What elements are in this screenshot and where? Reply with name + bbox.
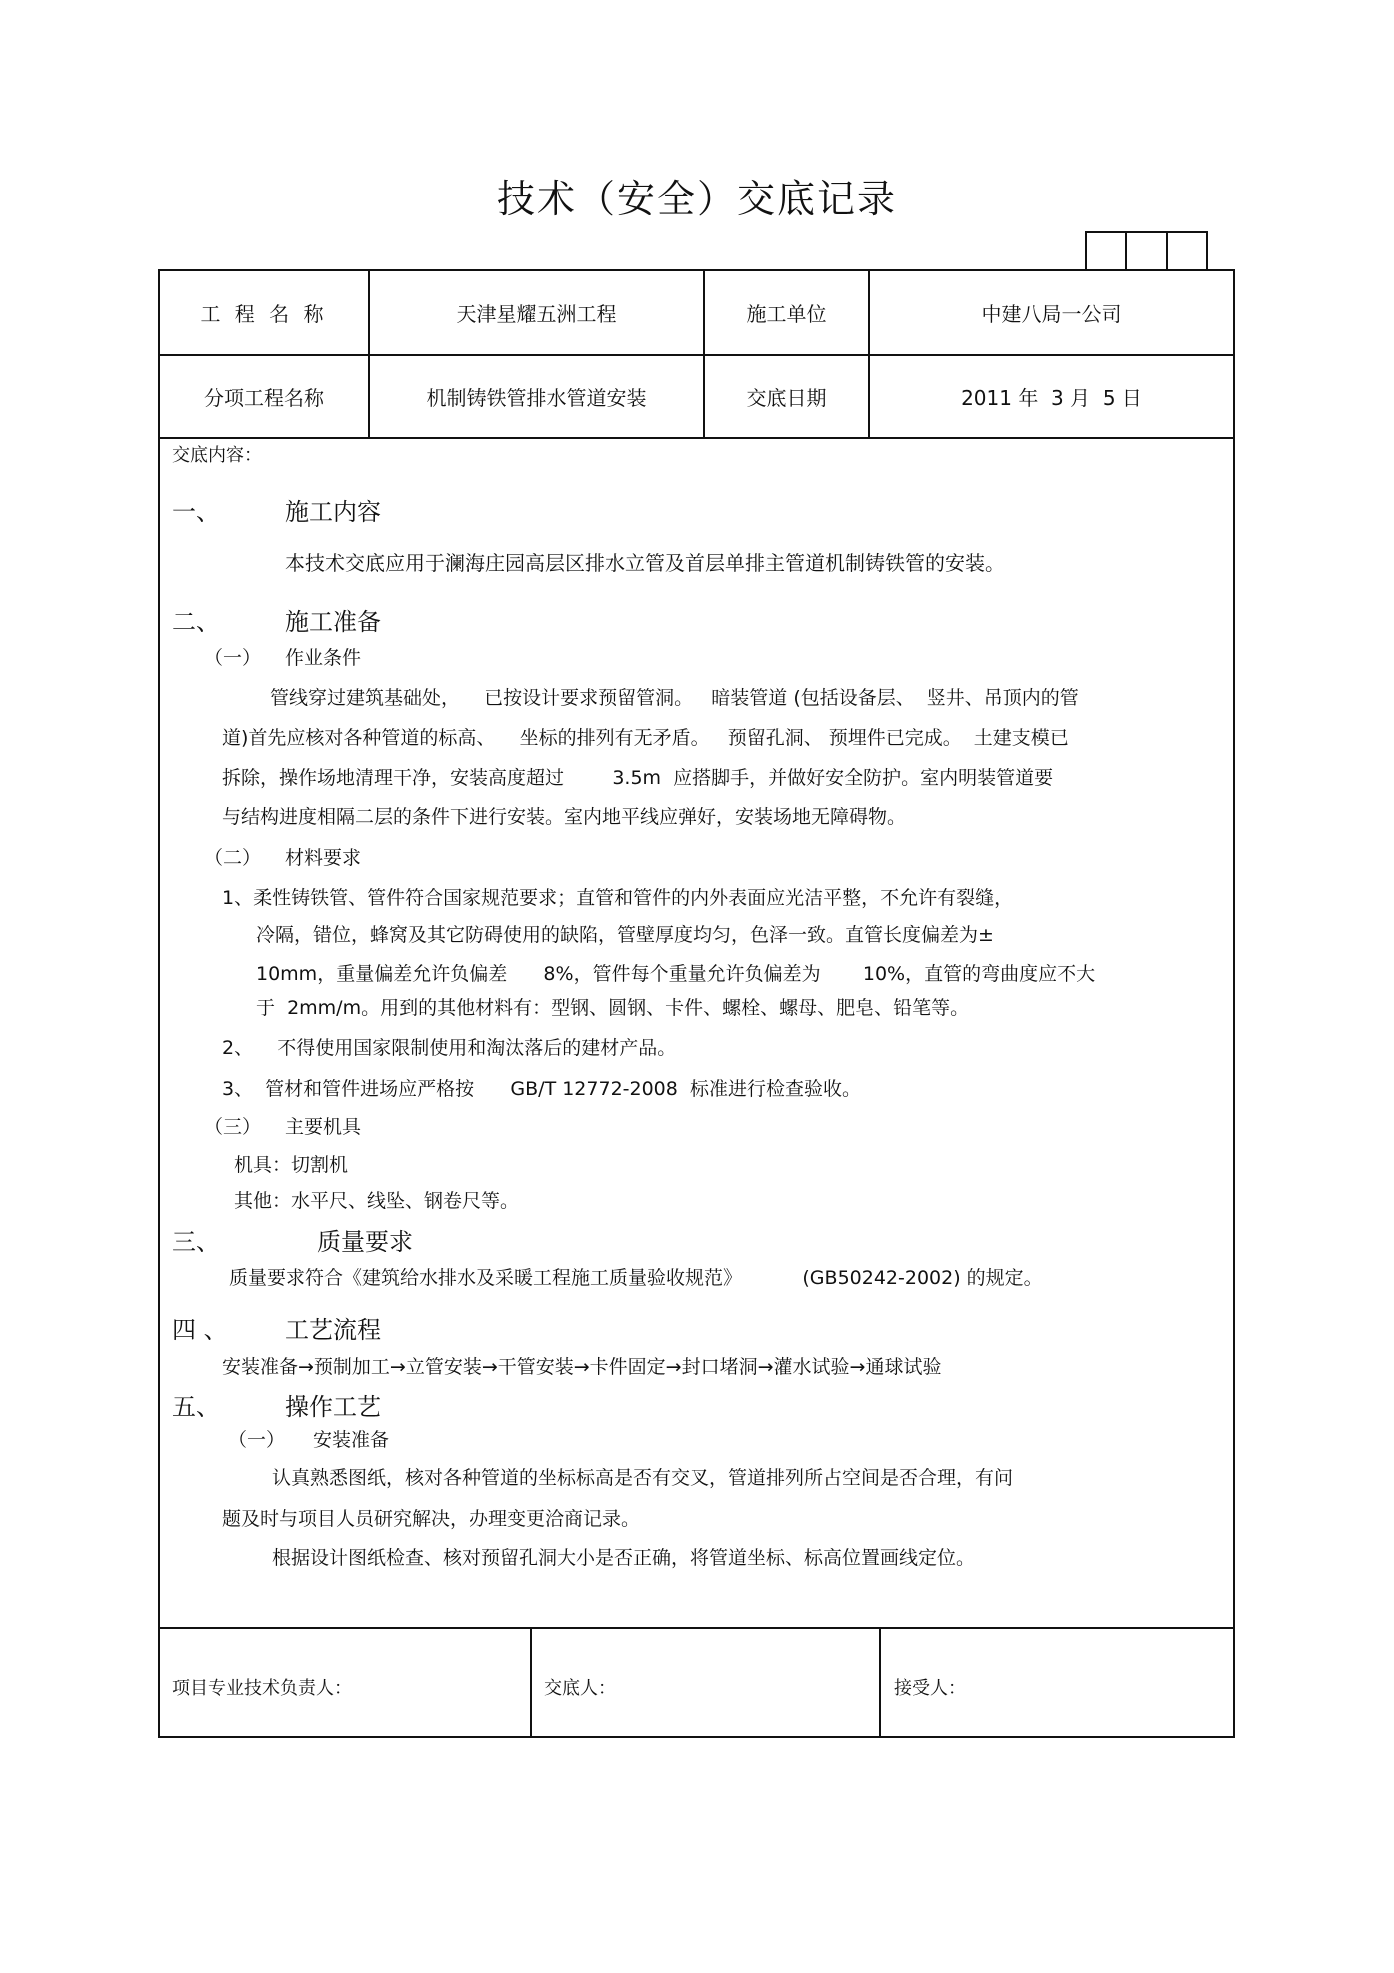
record-number-divider — [1125, 231, 1127, 271]
signature-col-divider — [879, 1627, 881, 1738]
section-3-text: 质量要求符合《建筑给水排水及采暖工程施工质量验收规范》 (GB50242-2002) 的规定。 — [229, 1267, 1043, 1289]
section-2-title: 施工准备 — [285, 608, 381, 636]
construction-unit-value: 中建八局一公司 — [981, 302, 1122, 326]
section-1-title: 施工内容 — [285, 498, 381, 526]
materials-item-1: 1、柔性铸铁管、管件符合国家规范要求；直管和管件的内外表面应光洁平整，不允许有裂缝， — [222, 887, 1014, 909]
materials-item-1-cont: 于 2mm/m。用到的其他材料有：型钢、圆钢、卡件、螺栓、螺母、肥皂、铅笔等。 — [256, 997, 970, 1019]
record-number-divider — [1166, 231, 1168, 271]
section-3-number: 三、 — [172, 1228, 220, 1256]
section-2-1-line: 管线穿过建筑基础处， 已按设计要求预留管洞。 暗装管道 (包括设备层、 竖井、吊顶内的管 — [270, 687, 1079, 709]
date-label: 交底日期 — [746, 386, 827, 410]
section-5-1-title: 安装准备 — [313, 1429, 390, 1451]
sub-project-value: 机制铸铁管排水管道安装 — [426, 386, 647, 410]
section-2-1-line: 与结构进度相隔二层的条件下进行安装。室内地平线应弹好，安装场地无障碍物。 — [222, 806, 907, 828]
section-5-1-line: 根据设计图纸检查、核对预留孔洞大小是否正确，将管道坐标、标高位置画线定位。 — [272, 1547, 976, 1569]
project-name-label: 工 程 名 称 — [200, 302, 328, 326]
section-5-number: 五、 — [172, 1393, 220, 1421]
section-4-number: 四 、 — [172, 1316, 228, 1344]
section-2-number: 二、 — [172, 608, 220, 636]
section-2-3-title: 主要机具 — [285, 1116, 362, 1138]
section-5-1-label: （一） — [228, 1429, 286, 1451]
construction-unit-label: 施工单位 — [746, 302, 827, 326]
tools-line: 机具：切割机 — [234, 1154, 349, 1176]
tools-line: 其他：水平尺、线坠、钢卷尺等。 — [234, 1190, 520, 1212]
project-name-value: 天津星耀五洲工程 — [456, 302, 617, 326]
signature-row-divider — [158, 1627, 1235, 1629]
section-1-text: 本技术交底应用于澜海庄园高层区排水立管及首层单排主管道机制铸铁管的安装。 — [285, 551, 1005, 575]
materials-item-3: 3、 管材和管件进场应严格按 GB/T 12772-2008 标准进行检查验收。 — [222, 1078, 861, 1100]
date-value: 2011 年 3 月 5 日 — [961, 386, 1142, 410]
section-4-title: 工艺流程 — [285, 1316, 381, 1344]
section-5-1-line: 题及时与项目人员研究解决，办理变更洽商记录。 — [222, 1508, 641, 1530]
presenter-signature-label: 交底人： — [544, 1678, 616, 1699]
record-number-boxes — [1085, 231, 1208, 271]
section-5-1-line: 认真熟悉图纸，核对各种管道的坐标标高是否有交叉，管道排列所占空间是否合理，有问 — [272, 1467, 1014, 1489]
page-title: 技术（安全）交底记录 — [496, 177, 897, 221]
signature-col-divider — [530, 1627, 532, 1738]
tech-lead-signature-label: 项目专业技术负责人： — [172, 1678, 352, 1699]
section-2-1-line: 道)首先应核对各种管道的标高、 坐标的排列有无矛盾。 预留孔洞、 预埋件已完成。 土建支模已 — [222, 727, 1069, 749]
materials-item-2: 2、 不得使用国家限制使用和淘汰落后的建材产品。 — [222, 1037, 677, 1059]
materials-item-1-cont: 冷隔，错位，蜂窝及其它防碍使用的缺陷，管壁厚度均匀，色泽一致。直管长度偏差为± — [256, 924, 994, 946]
content-label: 交底内容： — [172, 445, 262, 466]
row-divider — [158, 437, 1235, 439]
section-1-number: 一、 — [172, 498, 220, 526]
section-2-3-label: （三） — [204, 1116, 262, 1138]
sub-project-label: 分项工程名称 — [204, 386, 324, 410]
section-2-2-label: （二） — [204, 847, 262, 869]
materials-item-1-cont: 10mm，重量偏差允许负偏差 8%，管件每个重量允许负偏差为 10%，直管的弯曲度应不大 — [256, 963, 1096, 985]
section-2-2-title: 材料要求 — [285, 847, 362, 869]
receiver-signature-label: 接受人： — [894, 1678, 966, 1699]
section-5-title: 操作工艺 — [285, 1393, 381, 1421]
section-3-title: 质量要求 — [317, 1228, 413, 1256]
process-flow: 安装准备→预制加工→立管安装→干管安装→卡件固定→封口堵洞→灌水试验→通球试验 — [222, 1356, 942, 1378]
section-2-1-line: 拆除，操作场地清理干净，安装高度超过 3.5m 应搭脚手，并做好安全防护。室内明装管道要 — [222, 767, 1054, 789]
section-2-1-label: （一） — [204, 647, 262, 669]
section-2-1-title: 作业条件 — [285, 647, 362, 669]
